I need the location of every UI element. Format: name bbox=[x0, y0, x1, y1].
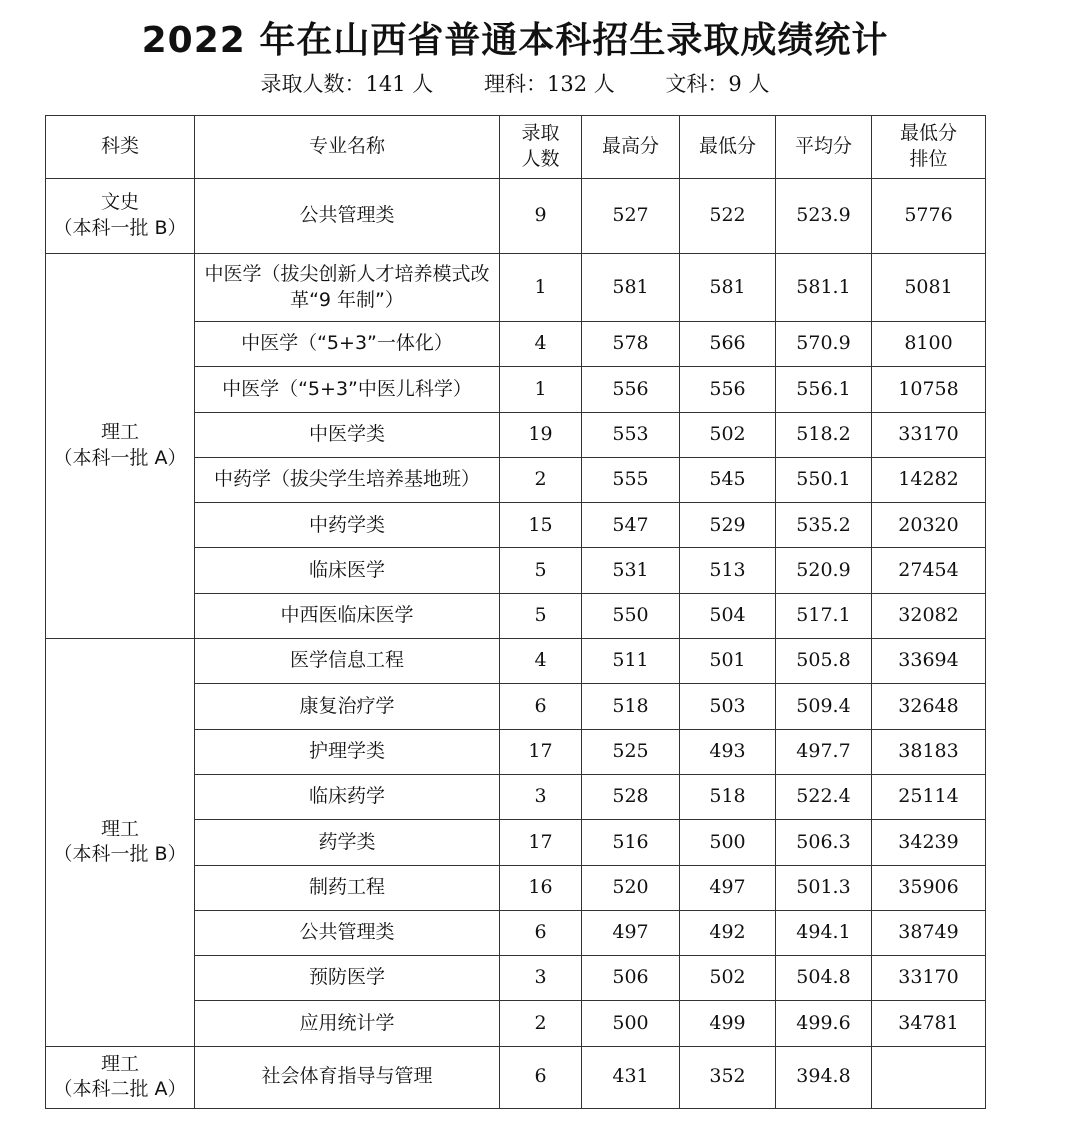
avg-cell: 556.1 bbox=[776, 367, 872, 412]
table-header-row bbox=[46, 116, 986, 179]
major-cell: 应用统计学 bbox=[195, 1001, 500, 1046]
table-row bbox=[46, 179, 986, 254]
count-cell: 15 bbox=[500, 503, 582, 548]
max-cell: 516 bbox=[582, 820, 680, 865]
major-cell: 中医学（拔尖创新人才培养模式改革“9 年制”） bbox=[195, 254, 500, 322]
rank-cell: 33694 bbox=[872, 639, 986, 684]
major-cell: 预防医学 bbox=[195, 956, 500, 1001]
count-cell: 2 bbox=[500, 1001, 582, 1046]
count-cell: 1 bbox=[500, 367, 582, 412]
min-cell: 499 bbox=[680, 1001, 776, 1046]
header-avg: 平均分 bbox=[776, 116, 872, 179]
max-cell: 556 bbox=[582, 367, 680, 412]
header-max: 最高分 bbox=[582, 116, 680, 179]
max-cell: 520 bbox=[582, 865, 680, 910]
major-cell: 中医学类 bbox=[195, 412, 500, 457]
max-cell: 500 bbox=[582, 1001, 680, 1046]
category-batch: （本科一批 A） bbox=[53, 447, 187, 470]
rank-cell: 33170 bbox=[872, 956, 986, 1001]
arts-admitted: 文科：9 人 bbox=[665, 72, 770, 96]
count-cell: 6 bbox=[500, 684, 582, 729]
min-cell: 493 bbox=[680, 729, 776, 774]
min-cell: 502 bbox=[680, 956, 776, 1001]
min-cell: 518 bbox=[680, 774, 776, 819]
major-cell: 中医学（“5+3”一体化） bbox=[195, 322, 500, 367]
major-cell: 中医学（“5+3”中医儿科学） bbox=[195, 367, 500, 412]
major-cell: 社会体育指导与管理 bbox=[195, 1046, 500, 1108]
rank-cell bbox=[872, 1046, 986, 1108]
major-cell: 制药工程 bbox=[195, 865, 500, 910]
page-title: 2022 年在山西省普通本科招生录取成绩统计 bbox=[141, 20, 889, 61]
max-cell: 506 bbox=[582, 956, 680, 1001]
max-cell: 431 bbox=[582, 1046, 680, 1108]
rank-cell: 33170 bbox=[872, 412, 986, 457]
rank-cell: 14282 bbox=[872, 457, 986, 502]
avg-cell: 520.9 bbox=[776, 548, 872, 593]
min-cell: 501 bbox=[680, 639, 776, 684]
avg-cell: 570.9 bbox=[776, 322, 872, 367]
category-batch: （本科一批 B） bbox=[53, 217, 187, 239]
major-cell: 药学类 bbox=[195, 820, 500, 865]
major-cell: 临床医学 bbox=[195, 548, 500, 593]
table-row bbox=[46, 1046, 986, 1108]
count-cell: 1 bbox=[500, 254, 582, 322]
admission-scores-table bbox=[45, 115, 986, 1109]
max-cell: 555 bbox=[582, 457, 680, 502]
avg-cell: 535.2 bbox=[776, 503, 872, 548]
avg-cell: 518.2 bbox=[776, 412, 872, 457]
category-name: 文史 bbox=[100, 191, 139, 214]
category-name: 理工 bbox=[100, 421, 139, 444]
rank-cell: 32648 bbox=[872, 684, 986, 729]
major-cell: 康复治疗学 bbox=[195, 684, 500, 729]
rank-cell: 10758 bbox=[872, 367, 986, 412]
min-cell: 556 bbox=[680, 367, 776, 412]
header-count: 录取人数 bbox=[500, 116, 582, 179]
count-cell: 16 bbox=[500, 865, 582, 910]
category-batch: （本科一批 B） bbox=[53, 843, 187, 866]
min-cell: 352 bbox=[680, 1046, 776, 1108]
major-cell: 临床药学 bbox=[195, 774, 500, 819]
avg-cell: 504.8 bbox=[776, 956, 872, 1001]
rank-cell: 34781 bbox=[872, 1001, 986, 1046]
major-cell: 中药学类 bbox=[195, 503, 500, 548]
rank-cell: 27454 bbox=[872, 548, 986, 593]
max-cell: 581 bbox=[582, 254, 680, 322]
min-cell: 504 bbox=[680, 593, 776, 638]
max-cell: 511 bbox=[582, 639, 680, 684]
count-cell: 5 bbox=[500, 593, 582, 638]
count-cell: 9 bbox=[500, 179, 582, 254]
avg-cell: 506.3 bbox=[776, 820, 872, 865]
rank-cell: 5081 bbox=[872, 254, 986, 322]
min-cell: 492 bbox=[680, 910, 776, 955]
major-cell: 中药学（拔尖学生培养基地班） bbox=[195, 457, 500, 502]
rank-cell: 38183 bbox=[872, 729, 986, 774]
count-cell: 3 bbox=[500, 774, 582, 819]
rank-cell: 32082 bbox=[872, 593, 986, 638]
rank-cell: 25114 bbox=[872, 774, 986, 819]
avg-cell: 517.1 bbox=[776, 593, 872, 638]
major-cell: 护理学类 bbox=[195, 729, 500, 774]
count-cell: 19 bbox=[500, 412, 582, 457]
category-batch: （本科二批 A） bbox=[53, 1078, 187, 1101]
max-cell: 547 bbox=[582, 503, 680, 548]
max-cell: 550 bbox=[582, 593, 680, 638]
max-cell: 527 bbox=[582, 179, 680, 254]
avg-cell: 497.7 bbox=[776, 729, 872, 774]
major-cell: 中西医临床医学 bbox=[195, 593, 500, 638]
max-cell: 578 bbox=[582, 322, 680, 367]
max-cell: 531 bbox=[582, 548, 680, 593]
major-cell: 医学信息工程 bbox=[195, 639, 500, 684]
header-min: 最低分 bbox=[680, 116, 776, 179]
table-row bbox=[46, 639, 986, 684]
header-rank: 最低分排位 bbox=[872, 116, 986, 179]
major-cell: 公共管理类 bbox=[195, 910, 500, 955]
science-admitted: 理科：132 人 bbox=[483, 72, 615, 96]
min-cell: 522 bbox=[680, 179, 776, 254]
header-category: 科类 bbox=[46, 116, 195, 179]
avg-cell: 509.4 bbox=[776, 684, 872, 729]
min-cell: 500 bbox=[680, 820, 776, 865]
major-cell: 公共管理类 bbox=[195, 179, 500, 254]
admission-summary bbox=[0, 68, 1030, 98]
category-cell bbox=[46, 1046, 195, 1108]
max-cell: 497 bbox=[582, 910, 680, 955]
count-cell: 5 bbox=[500, 548, 582, 593]
avg-cell: 394.8 bbox=[776, 1046, 872, 1108]
max-cell: 518 bbox=[582, 684, 680, 729]
min-cell: 529 bbox=[680, 503, 776, 548]
table-row bbox=[46, 254, 986, 322]
rank-cell: 20320 bbox=[872, 503, 986, 548]
min-cell: 502 bbox=[680, 412, 776, 457]
min-cell: 566 bbox=[680, 322, 776, 367]
max-cell: 525 bbox=[582, 729, 680, 774]
max-cell: 528 bbox=[582, 774, 680, 819]
avg-cell: 522.4 bbox=[776, 774, 872, 819]
category-cell bbox=[46, 179, 195, 254]
rank-cell: 34239 bbox=[872, 820, 986, 865]
rank-cell: 38749 bbox=[872, 910, 986, 955]
header-major: 专业名称 bbox=[195, 116, 500, 179]
max-cell: 553 bbox=[582, 412, 680, 457]
min-cell: 545 bbox=[680, 457, 776, 502]
min-cell: 503 bbox=[680, 684, 776, 729]
category-cell bbox=[46, 639, 195, 1047]
min-cell: 513 bbox=[680, 548, 776, 593]
count-cell: 17 bbox=[500, 729, 582, 774]
rank-cell: 8100 bbox=[872, 322, 986, 367]
avg-cell: 505.8 bbox=[776, 639, 872, 684]
avg-cell: 523.9 bbox=[776, 179, 872, 254]
count-cell: 2 bbox=[500, 457, 582, 502]
count-cell: 4 bbox=[500, 639, 582, 684]
rank-cell: 35906 bbox=[872, 865, 986, 910]
avg-cell: 550.1 bbox=[776, 457, 872, 502]
avg-cell: 494.1 bbox=[776, 910, 872, 955]
count-cell: 4 bbox=[500, 322, 582, 367]
avg-cell: 499.6 bbox=[776, 1001, 872, 1046]
min-cell: 581 bbox=[680, 254, 776, 322]
avg-cell: 501.3 bbox=[776, 865, 872, 910]
min-cell: 497 bbox=[680, 865, 776, 910]
count-cell: 6 bbox=[500, 1046, 582, 1108]
category-cell bbox=[46, 254, 195, 639]
category-name: 理工 bbox=[100, 1052, 139, 1075]
count-cell: 3 bbox=[500, 956, 582, 1001]
avg-cell: 581.1 bbox=[776, 254, 872, 322]
category-name: 理工 bbox=[100, 817, 139, 840]
count-cell: 17 bbox=[500, 820, 582, 865]
count-cell: 6 bbox=[500, 910, 582, 955]
rank-cell: 5776 bbox=[872, 179, 986, 254]
total-admitted: 录取人数：141 人 bbox=[260, 72, 434, 96]
